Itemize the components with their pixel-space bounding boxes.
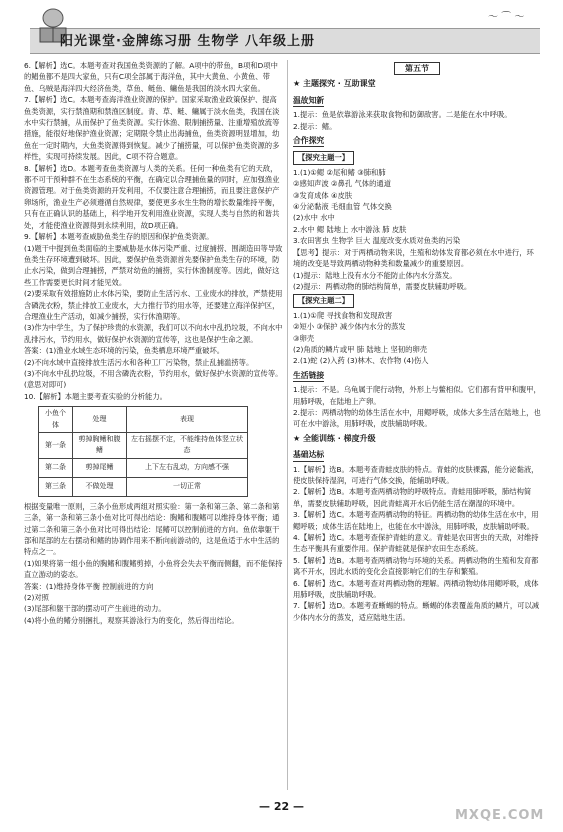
left-para-10-note: (1)如果将第一组小鱼的胸鳍和腹鳍剪掉，小鱼将会失去平衡而侧翻，而不能保持直立游动的姿态。 <box>24 558 283 580</box>
topic2-item: (2)角质的鳞片或甲 肺 陆地上 坚韧的卵壳 <box>293 344 428 354</box>
left-answer-10-1: 答案：(1)维持身体平衡 控制前进的方向 <box>24 581 154 591</box>
topic1-item: (1)提示：陆地上没有水分不能防止体内水分蒸发。 <box>293 270 457 280</box>
left-answer-10-3: (3)尾部和躯干部的摆动可产生前进的动力。 <box>24 604 166 614</box>
explore-heading: ★ 主题探究 · 互助课堂 <box>293 79 376 89</box>
table-row <box>39 477 248 496</box>
coop-heading: 合作探究 <box>293 135 324 147</box>
review-item: 2.提示：鳍。 <box>293 121 337 131</box>
left-column <box>24 60 284 626</box>
topic2-heading: 【探究主题二】 <box>293 294 354 307</box>
table-cell: 不做处理 <box>73 477 127 496</box>
topic1-item: (2)水中 水中 <box>293 213 335 223</box>
review-heading: 温故知新 <box>293 95 324 107</box>
page-header <box>0 0 563 56</box>
topic1-heading: 【探究主题一】 <box>293 151 354 164</box>
table-cell: 第三条 <box>39 477 73 496</box>
left-para-9-3: (3)作为中学生，为了保护珍贵的水资源，我们可以不向水中乱扔垃圾，不向水中乱排污水，节约用水，做好保护水资源的宣传等，这也是保护生命之源。 <box>24 323 283 344</box>
answer-item: 5.【解析】选B。本题考查两栖动物与环境的关系。两栖动物的生殖和发育都离不开水，因此水质的变化会直接影响它们的生存和繁殖。 <box>293 555 539 577</box>
table-cell: 第一条 <box>39 433 73 459</box>
table-cell: 第二条 <box>39 458 73 477</box>
table-header-cell: 小鱼个体 <box>39 407 73 433</box>
header-title: 阳光课堂·金牌练习册 生物学 八年级上册 <box>60 34 315 49</box>
column-divider <box>287 60 288 790</box>
table-cell: 剪掉胸鳍和腹鳍 <box>73 433 127 459</box>
table-cell: 一切正常 <box>127 477 248 496</box>
answer-item: 7.【解析】选D。本题考查蜥蜴的特点。蜥蜴的体表覆盖角质的鳞片，可以减少体内水分的蒸发，适应陆地生活。 <box>293 601 540 622</box>
topic2-item: 2.(1)蛇 (2)入药 (3)林木、农作物 (4)伤人 <box>293 356 429 366</box>
left-para-9-2: (2)要采取有效措施防止水体污染，要防止生活污水、工业废水的排放，严禁使用含磷洗衣粉，禁止排放工业废水，大力推行节约用水等，还要建立海洋保护区，合理渔业生产活动，如减少捕捞，实行休渔期等。 <box>24 289 283 321</box>
answer-item: 4.【解析】选C。本题考查保护青蛙的意义。青蛙是农田害虫的天敌，对维持生态平衡具有重要作用。保护青蛙就是保护农田生态系统。 <box>293 533 539 554</box>
topic2-item: 1.(1)①爬 寻找食物和发现敌害 <box>293 310 393 320</box>
table-row <box>39 458 248 477</box>
experiment-table <box>38 406 248 497</box>
topic1-item: 2.水中 鳃 陆地上 水中游泳 肺 皮肤 <box>293 224 407 234</box>
topic1-item: ④分泌黏液 毛细血管 气体交换 <box>293 202 392 212</box>
topic1-item: ③发育成体 ④皮肤 <box>293 190 353 200</box>
link-heading: 生活链接 <box>293 370 324 382</box>
left-answer-10-2: (2)对照 <box>24 593 49 603</box>
answer-item: 1.【解析】选B。本题考查青蛙皮肤的特点。青蛙的皮肤裸露，能分泌黏液，使皮肤保持湿润，可进行气体交换，能辅助呼吸。 <box>293 464 539 485</box>
train-heading: ★ 全能训练 · 梯度升级 <box>293 433 376 443</box>
left-para-7: 7.【解析】选C。本题考查海洋渔业资源的保护。国家采取渔业政策保护、提高鱼类资源，实行禁渔期和禁渔区制度。青、草、鲢、鳙属于淡水鱼类，我国在淡水中实行禁捕，从而保护了鱼类资源。实行休渔、限制捕捞量、注重增殖放流等措施，能很好地保护渔业资源；定期限令禁止出海捕鱼，鱼类资源明显增加，幼鱼在一定时期内，大鱼类资源得到恢复。减少了捕捞量，可以保护鱼类资源的多样性，实现可持续发展。因此，C项不符合题意。 <box>24 95 280 162</box>
review-item: 1.提示：鱼是依靠游泳来获取食物和防御敌害。二是能在水中呼吸。 <box>293 110 512 120</box>
left-para-9-1: (1)题干中提到鱼类面临的主要威胁是水体污染严重、过度捕捞、围湖造田等导致鱼类生存环境遭到破坏。因此，要保护鱼类资源首先要保护鱼类生存的环境，防止水污染，做到合理捕捞，严禁对幼鱼的捕捞，实行休渔制度等。因此，做好这些工作需要更长时间才能见效。 <box>24 243 283 287</box>
table-cell: 左右摇摆不定，不能维持鱼体竖立状态 <box>127 433 248 459</box>
answer-item: 6.【解析】选C。本题考查对两栖动物的理解。两栖动物幼体用鳃呼吸，成体用肺呼吸，皮肤辅助呼吸。 <box>293 578 539 600</box>
link-item: 1.提示：不是。乌龟属于爬行动物，外形上与鳖相似。它们都有背甲和腹甲，用肺呼吸，在陆地上产卵。 <box>293 385 541 406</box>
answer-item: 3.【解析】选C。本题考查两栖动物的特征。两栖动物的幼体生活在水中，用鳃呼吸；成体生活在陆地上，也能在水中游泳，用肺呼吸，皮肤辅助呼吸。 <box>293 510 539 531</box>
right-column <box>293 60 541 623</box>
basic-heading: 基础达标 <box>293 449 324 461</box>
section-title <box>293 62 541 75</box>
left-para-10: 10.【解析】本题主要考查实验的分析能力。 <box>24 391 167 401</box>
page-number: — 22 — <box>259 800 304 813</box>
topic1-item: (2)提示：两栖动物的肺结构简单，需要皮肤辅助呼吸。 <box>293 281 472 291</box>
left-answer-9-3: (3)不向水中乱扔垃圾，不用含磷洗衣粉，节约用水，做好保护水资源的宣传等。(意思对即可) <box>24 368 283 390</box>
left-para-8: 8.【解析】选D。本题考查鱼类资源与人类的关系。任何一种鱼类有它的天敌，都不可干预种群不在生态系统的平衡，在确定以合理捕鱼量的同时，应加强渔业资源管理。对于鱼类资源的开发利用，不仅要注意合理捕捞，而且要注意保护产卵场所，渔业生产必须遵循自然规律，要使更多水生生物的增长数量维持平衡，只有在正确认识的基础上，科学地开发利用渔业资源，实现人类与自然的和谐共处，才能使渔业资源得到永续利用，故D项正确。 <box>24 163 280 230</box>
table-cell: 剪掉尾鳍 <box>73 458 127 477</box>
left-answer-9-2: (2)不向水域中直接排放生活污水和各种工厂污染物，禁止乱捕滥捞等。 <box>24 357 254 367</box>
left-para-10-analysis: 根据变量唯一原则，三条小鱼形成两组对照实验：第一条和第三条、第二条和第三条，第一条和第三条小鱼对比可得出结论：胸鳍和腹鳍可以维持身体平衡；通过第二条和第三条小鱼对比可得出结论：尾鳍可以控制前进的方向。鱼依靠躯干部和尾部的左右摆动和鳍的协调作用来不断向前游动的，这是鱼适于水中生活的特点之一。 <box>24 501 280 557</box>
table-cell: 上下左右乱动，方向感不强 <box>127 458 248 477</box>
birds-icon: 〜 ⌒ 〜 <box>488 12 525 23</box>
topic1-item: 【思考】提示：对于两栖动物来说，生殖和幼体发育都必须在水中进行，环境的改变是导致两栖动物种类和数量减少的重要原因。 <box>293 247 534 269</box>
table-header-cell: 处理 <box>73 407 127 433</box>
left-answer-9-1: 答案：(1)渔业水域生态环境的污染，鱼类栖息环境严重破坏。 <box>24 346 225 356</box>
table-header-row <box>39 407 248 433</box>
left-para-6: 6.【解析】选C。本题考查对我国鱼类资源的了解。A项中的带鱼，B项和D项中的鲳鱼都不是四大家鱼，只有C项全部属于海洋鱼，其中大黄鱼、小黄鱼、带鱼、乌贼是海洋四大经济鱼类，草鱼、鲢鱼、鳙鱼是我国的淡水四大家鱼。 <box>24 61 278 93</box>
answer-item: 2.【解析】选B。本题考查两栖动物的呼吸特点。青蛙用肺呼吸，肺结构简单，需要皮肤辅助呼吸，因此青蛙离开水后仍能生活在潮湿的环境中。 <box>293 487 532 508</box>
topic1-item: 1.(1)①鳃 ②尾和鳍 ③肺和肺 <box>293 167 386 177</box>
table-row <box>39 433 248 459</box>
topic2-item: ③卵壳 <box>293 333 315 343</box>
watermark: MXQE.COM <box>455 808 545 823</box>
topic1-item: 3.农田害虫 生物学 巨大 温度改变水质对鱼类的污染 <box>293 236 461 246</box>
section-title-text: 第五节 <box>394 62 440 75</box>
topic1-item: ②感知声波 ②鼻孔 气体的通道 <box>293 179 391 189</box>
topic2-item: ②短小 ③保护 减少体内水分的蒸发 <box>293 322 406 332</box>
left-para-9: 9.【解析】本题考查威胁鱼类生存的原因和保护鱼类资源。 <box>24 232 214 242</box>
link-item: 2.提示：两栖动物的幼体生活在水中，用鳃呼吸，成体大多生活在陆地上，也可在水中游泳，用肺呼吸，皮肤辅助呼吸。 <box>293 407 541 429</box>
left-answer-10-4: (4)将小鱼的鳍分别捆扎，观察其游泳行为的变化，然后得出结论。 <box>24 615 239 625</box>
table-header-cell: 表现 <box>127 407 248 433</box>
